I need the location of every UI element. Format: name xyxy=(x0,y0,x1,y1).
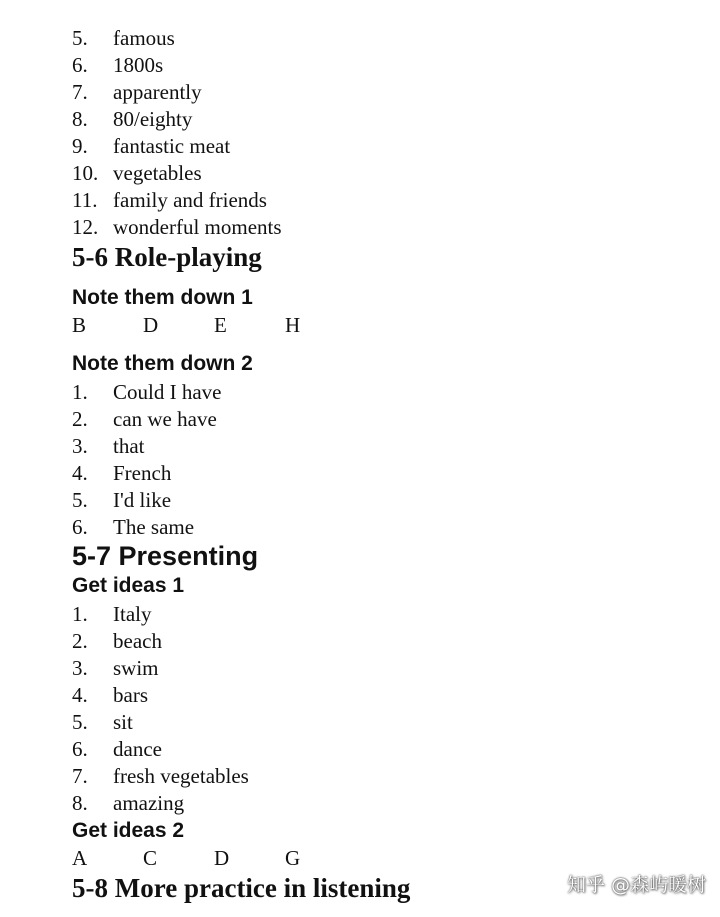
item-number: 4. xyxy=(72,683,88,707)
list-item xyxy=(72,790,184,817)
list-item xyxy=(72,514,194,541)
list-item xyxy=(72,79,202,106)
item-text: bars xyxy=(113,683,148,707)
answer-letter: C xyxy=(143,846,158,870)
heading-note-them-down-1: Note them down 1 xyxy=(72,286,253,309)
item-text: amazing xyxy=(113,791,185,815)
item-number: 6. xyxy=(72,515,88,539)
item-text: can we have xyxy=(113,407,217,431)
item-text: dance xyxy=(113,737,162,761)
item-text: Could I have xyxy=(113,380,222,404)
item-text: family and friends xyxy=(113,188,267,212)
list-item xyxy=(72,214,282,241)
list-item xyxy=(72,628,162,655)
heading-note-them-down-2: Note them down 2 xyxy=(72,352,253,375)
section-title-presenting: 5-7 Presenting xyxy=(72,541,259,571)
answer-letter: E xyxy=(214,313,227,337)
answer-letters-note-1 xyxy=(72,312,356,339)
item-text: The same xyxy=(113,515,195,539)
list-item xyxy=(72,655,159,682)
item-number: 5. xyxy=(72,710,88,734)
section-title-role-playing: 5-6 Role-playing xyxy=(72,242,262,272)
list-item xyxy=(72,406,217,433)
item-text: French xyxy=(113,461,172,485)
list-item xyxy=(72,601,151,628)
list-item xyxy=(72,379,221,406)
list-item xyxy=(72,736,162,763)
answer-letters-ideas-2 xyxy=(72,845,356,872)
item-number: 5. xyxy=(72,26,88,50)
item-number: 4. xyxy=(72,461,88,485)
item-number: 1. xyxy=(72,602,88,626)
list-item xyxy=(72,709,133,736)
item-number: 7. xyxy=(72,764,88,788)
item-number: 3. xyxy=(72,434,88,458)
item-text: sit xyxy=(113,710,133,734)
item-number: 6. xyxy=(72,737,88,761)
answer-letter: G xyxy=(285,846,301,870)
list-item xyxy=(72,133,230,160)
item-text: that xyxy=(113,434,145,458)
item-number: 12. xyxy=(72,215,99,239)
item-number: 9. xyxy=(72,134,88,158)
item-number: 2. xyxy=(72,629,88,653)
item-text: 80/eighty xyxy=(113,107,193,131)
list-item xyxy=(72,433,145,460)
item-number: 5. xyxy=(72,488,88,512)
item-number: 11. xyxy=(72,188,98,212)
list-item xyxy=(72,487,171,514)
watermark: 知乎 @森屿暖树 xyxy=(566,874,706,896)
list-item xyxy=(72,763,249,790)
item-number: 8. xyxy=(72,791,88,815)
item-number: 1. xyxy=(72,380,88,404)
item-text: fresh vegetables xyxy=(113,764,249,788)
list-item xyxy=(72,187,267,214)
answer-letter: A xyxy=(72,846,88,870)
section-title-more-practice-listening: 5-8 More practice in listening xyxy=(72,873,411,903)
answer-letter: D xyxy=(214,846,230,870)
item-text: beach xyxy=(113,629,162,653)
answer-letter: B xyxy=(72,313,87,337)
answer-letter: D xyxy=(143,313,159,337)
item-number: 10. xyxy=(72,161,99,185)
heading-get-ideas-2: Get ideas 2 xyxy=(72,819,185,842)
list-item xyxy=(72,52,163,79)
item-text: Italy xyxy=(113,602,152,626)
item-number: 2. xyxy=(72,407,88,431)
item-text: apparently xyxy=(113,80,202,104)
answer-letter: H xyxy=(285,313,301,337)
list-item xyxy=(72,160,202,187)
item-number: 8. xyxy=(72,107,88,131)
item-text: 1800s xyxy=(113,53,164,77)
item-number: 7. xyxy=(72,80,88,104)
item-text: vegetables xyxy=(113,161,202,185)
item-text: fantastic meat xyxy=(113,134,231,158)
item-number: 3. xyxy=(72,656,88,680)
list-item xyxy=(72,106,192,133)
list-item xyxy=(72,460,171,487)
item-text: swim xyxy=(113,656,159,680)
item-text: wonderful moments xyxy=(113,215,282,239)
item-text: I'd like xyxy=(113,488,172,512)
heading-get-ideas-1: Get ideas 1 xyxy=(72,574,185,597)
item-text: famous xyxy=(113,26,175,50)
item-number: 6. xyxy=(72,53,88,77)
list-item xyxy=(72,25,175,52)
list-item xyxy=(72,682,148,709)
